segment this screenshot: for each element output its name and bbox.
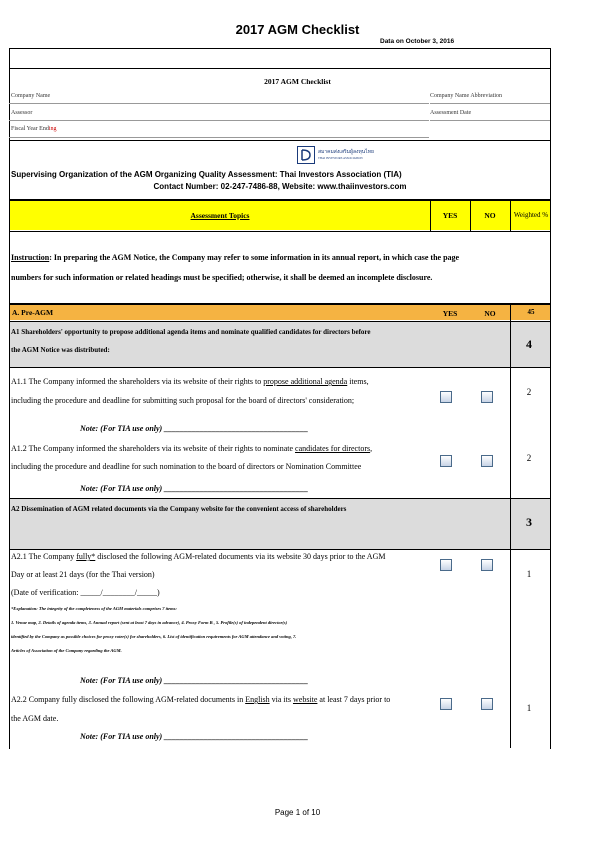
a21-weight: 1 — [526, 569, 532, 579]
company-abbrev-label: Company Name Abbreviation — [430, 93, 502, 99]
assessor-label: Assessor — [11, 110, 33, 116]
org-line1: Supervising Organization of the AGM Organizing Quality Assessment: Thai Investors Association (TIA) — [11, 170, 402, 179]
a22-text-b: via its — [269, 695, 293, 704]
a21-note: Note: (For TIA use only) ____________________________________ — [80, 676, 309, 685]
instruction-text1: : In preparing the AGM Notice, the Company may refer to some information in its annual report, in which case the page — [49, 253, 460, 262]
a11-no-checkbox[interactable] — [481, 391, 493, 403]
a22-text-underline1: English — [245, 695, 270, 704]
a22-no-checkbox[interactable] — [481, 698, 493, 710]
a11-line1 — [11, 376, 369, 388]
a11-yes-checkbox[interactable] — [440, 391, 452, 403]
logo-thai-text: สมาคมส่งเสริมผู้ลงทุนไทย — [318, 150, 374, 155]
fiscal-year-text: Fiscal Year End — [11, 126, 49, 132]
a11-text-a: A1.1 The Company informed the shareholders via its website of their rights to — [11, 377, 264, 386]
a21-line2: Day or at least 21 days (for the Thai version) — [11, 570, 155, 579]
page-title: 2017 AGM Checklist — [235, 22, 360, 37]
col-topics: Assessment Topics — [190, 211, 250, 220]
a21-exp1: *Explanation: The integrity of the completeness of the AGM materials comprises 7 items: — [11, 606, 177, 611]
a12-text-a: A1.2 The Company informed the shareholders via its website of their rights to nominate — [11, 444, 296, 453]
a1-weight: 4 — [526, 337, 532, 351]
info-table-title: 2017 AGM Checklist — [264, 77, 331, 86]
company-name-label: Company Name — [11, 93, 51, 99]
a22-line2: the AGM date. — [11, 714, 59, 723]
a21-line3: (Date of verification: _____/________/_____) — [11, 588, 160, 597]
fiscal-year-label — [11, 126, 57, 132]
a21-note-text: Note: (For TIA use only) — [80, 676, 163, 685]
instruction-line2: numbers for such information or related headings must be specified; otherwise, it shall be deemed an incomplete disclosure. — [11, 273, 433, 282]
a1-line2: the AGM Notice was distributed: — [11, 346, 110, 354]
section-a-title: A. Pre-AGM — [12, 308, 54, 317]
a12-weight: 2 — [526, 453, 532, 463]
fiscal-year-red-text: ing — [48, 126, 57, 132]
a11-weight: 2 — [526, 387, 532, 397]
a12-text-b: , — [370, 444, 373, 453]
a11-note-text: Note: (For TIA use only) — [80, 424, 163, 433]
section-a-no: NO — [484, 309, 496, 318]
a12-yes-checkbox[interactable] — [440, 455, 452, 467]
a12-text-underline: candidates for directors — [295, 444, 371, 453]
a12-note-text: Note: (For TIA use only) — [80, 484, 163, 493]
a22-note: Note: (For TIA use only) ____________________________________ — [80, 732, 309, 741]
a22-line1 — [11, 694, 390, 706]
a21-no-checkbox[interactable] — [481, 559, 493, 571]
col-no: NO — [484, 211, 496, 220]
section-a-yes: YES — [442, 309, 458, 318]
a12-line1 — [11, 443, 372, 455]
page-number: Page 1 of 10 — [274, 808, 321, 817]
a21-text-underline: fully* — [76, 552, 96, 561]
section-a-weight: 45 — [527, 308, 535, 316]
col-weighted: Weighted % — [513, 211, 549, 219]
a21-text-b: disclosed the following AGM-related documents via its website 30 days prior to the AGM — [95, 552, 386, 561]
a21-yes-checkbox[interactable] — [440, 559, 452, 571]
a22-text-underline2: website — [292, 695, 318, 704]
a2-weight: 3 — [526, 515, 532, 529]
a21-exp2: 1. Venue map, 2. Details of agenda items, 3. Annual report (sent at least 7 days in advance), 4. Proxy Form B , 5. Profile(s) of independent director(s) — [11, 620, 288, 625]
a1-line1: A1 Shareholders' opportunity to propose additional agenda items and nominate qualified candidates for directors before — [11, 328, 371, 336]
a2-line1: A2 Dissemination of AGM related documents via the Company website for the convenient access of shareholders — [11, 505, 347, 513]
a21-exp3: identified by the Company as possible choices for proxy voter(s) for shareholders, 6. List of identification requirements for AGM attendance and voting, 7. — [11, 634, 297, 639]
a11-text-underline: propose additional agenda — [263, 377, 348, 386]
a22-note-text: Note: (For TIA use only) — [80, 732, 163, 741]
a21-line1 — [11, 551, 385, 563]
a22-yes-checkbox[interactable] — [440, 698, 452, 710]
a12-line2: including the procedure and deadline for such nomination to the board of directors or Nomination Committee — [11, 462, 362, 471]
a12-no-checkbox[interactable] — [481, 455, 493, 467]
logo-eng-text: THAI INVESTORS ASSOCIATION — [318, 156, 363, 160]
a21-text-a: A2.1 The Company — [11, 552, 77, 561]
tia-logo — [297, 146, 315, 164]
a12-note: Note: (For TIA use only) ____________________________________ — [80, 484, 309, 493]
a22-weight: 1 — [526, 703, 532, 713]
col-yes: YES — [442, 211, 458, 220]
instruction-label: Instruction — [11, 253, 50, 262]
data-date: Data on October 3, 2016 — [380, 38, 455, 45]
a11-text-b: items, — [347, 377, 369, 386]
a21-exp4: Articles of Association of the Company regarding the AGM. — [11, 648, 122, 653]
instruction-line1 — [11, 252, 546, 264]
a22-text-a: A2.2 Company fully disclosed the following AGM-related documents in — [11, 695, 246, 704]
a11-note: Note: (For TIA use only) ____________________________________ — [80, 424, 309, 433]
org-line2: Contact Number: 02-247-7486-88, Website: www.thaiinvestors.com — [153, 182, 407, 191]
a11-line2: including the procedure and deadline for submitting such proposal for the board of directors' consideration; — [11, 396, 355, 405]
assessment-date-label: Assessment Date — [430, 110, 472, 116]
a22-text-c: at least 7 days prior to — [317, 695, 391, 704]
